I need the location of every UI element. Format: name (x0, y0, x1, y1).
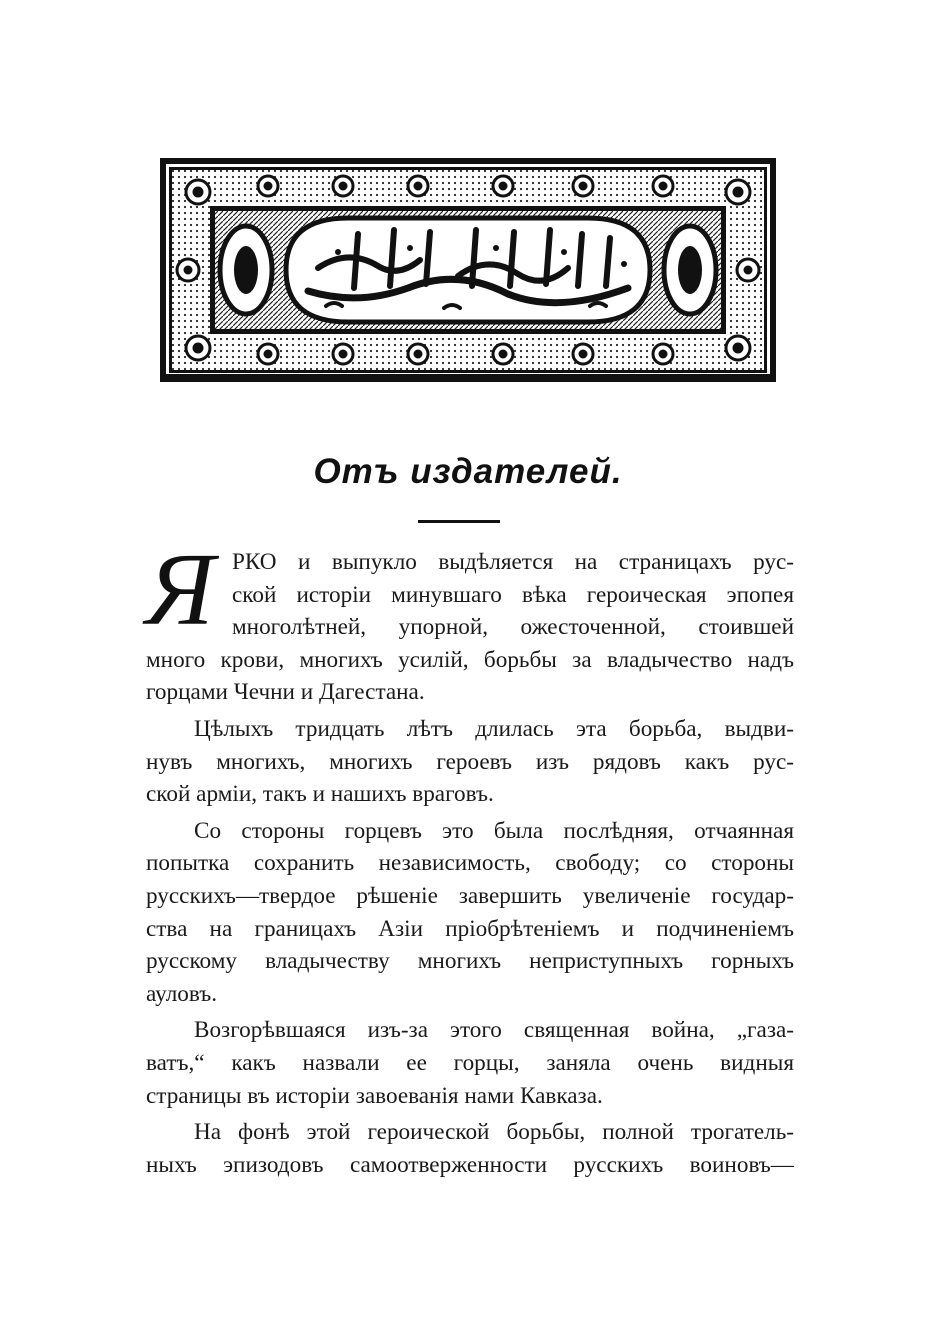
text-line: русскому владычеству многихъ неприступныхъ горныхъ (146, 948, 794, 975)
text-line: ской арміи, такъ и нашихъ враговъ. (146, 781, 494, 808)
text-line: ской исторіи минувшаго вѣка героическая эпопея (232, 581, 794, 608)
text-line: Со стороны горцевъ это была послѣдняя, отчаянная (194, 817, 794, 844)
text-line: много крови, многихъ усилій, борьбы за владычество надъ (146, 646, 794, 673)
text-line: Возгорѣвшаяся изъ-за этого священная война, „газа- (194, 1017, 794, 1044)
text-line: многолѣтней, упорной, ожесточенной, стоившей (232, 614, 794, 641)
ornamental-headpiece (158, 156, 778, 384)
text-line: горцами Чечни и Дагестана. (146, 679, 425, 706)
calligraphy-ornament-icon (158, 156, 778, 384)
text-line: ства на границахъ Азіи пріобрѣтеніемъ и подчиненіемъ (146, 915, 794, 942)
text-line: ватъ,“ какъ назвали ее горцы, заняла очень видныя (146, 1049, 794, 1076)
drop-cap: Я (146, 532, 215, 647)
text-line: ауловъ. (146, 980, 218, 1007)
text-line: РКО и выпукло выдѣляется на страницахъ рус- (232, 549, 794, 575)
text-line: На фонѣ этой героической борьбы, полной трогатель- (194, 1119, 794, 1146)
text-line: нувъ многихъ, многихъ героевъ изъ рядовъ какъ рус- (146, 748, 794, 775)
text-line: русскихъ—твердое рѣшеніе завершить увеличеніе государ- (146, 882, 794, 909)
text-line: страницы въ исторіи завоеванія нами Кавказа. (146, 1082, 603, 1109)
text-line: Цѣлыхъ тридцать лѣтъ длилась эта борьба, выдви- (194, 715, 794, 742)
page-title: Отъ издателей. (313, 452, 623, 491)
body-text (146, 546, 794, 1181)
text-line: ныхъ эпизодовъ самоотверженности русскихъ воиновъ— (146, 1151, 794, 1178)
text-line: попытка сохранить независимость, свободу; со стороны (146, 850, 794, 877)
title-divider (418, 520, 500, 523)
